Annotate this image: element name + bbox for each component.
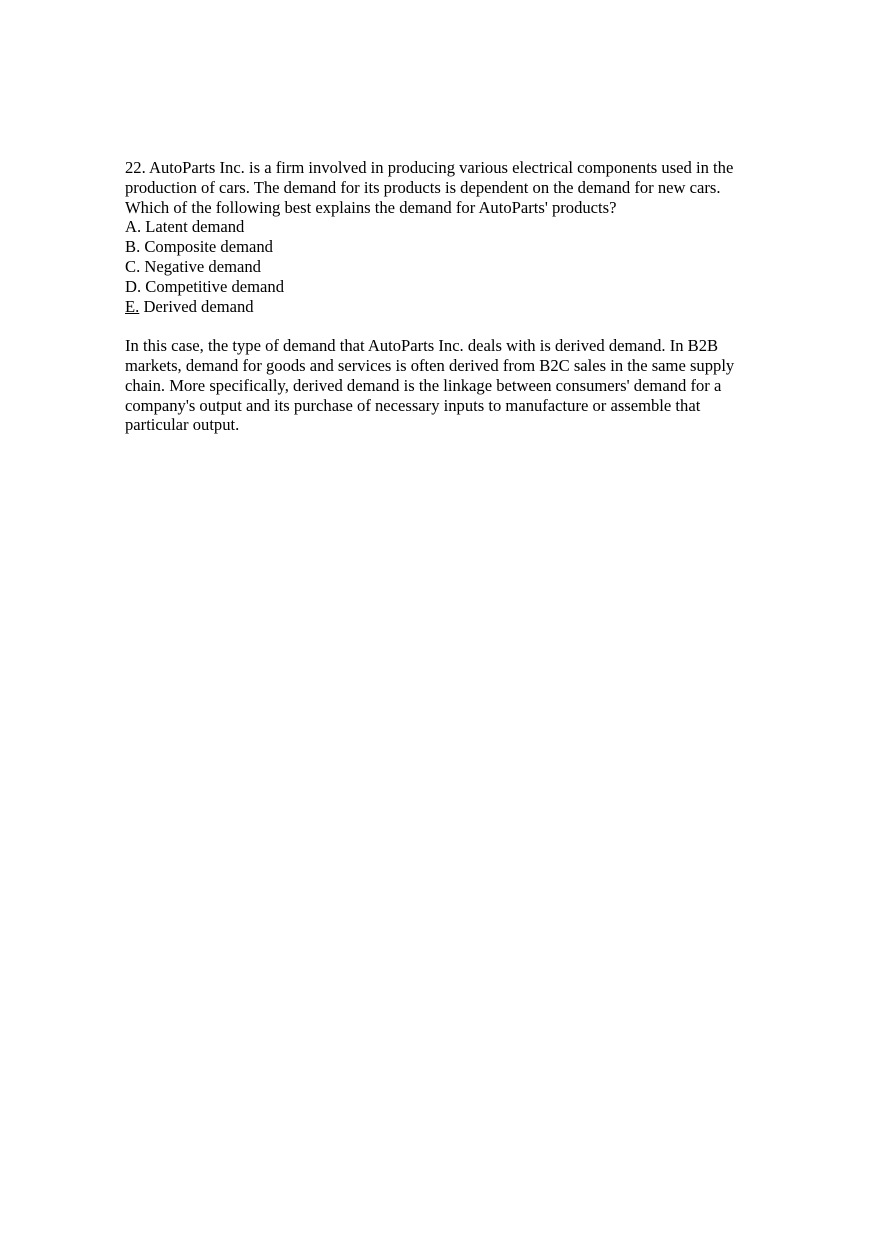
option-letter: A. <box>125 217 142 237</box>
option-letter: B. <box>125 237 141 257</box>
answer-options <box>125 217 765 316</box>
option-letter: C. <box>125 256 141 276</box>
option-b <box>125 237 765 257</box>
question-line: 22. AutoParts Inc. is a firm involved in producing various electrical components used in the <box>125 158 734 177</box>
option-a <box>125 217 765 237</box>
question-line: production of cars. The demand for its products is dependent on the demand for new cars. <box>125 177 721 197</box>
explanation-line: company's output and its purchase of necessary inputs to manufacture or assemble that <box>125 395 701 415</box>
question-block <box>125 158 765 435</box>
explanation-text <box>125 336 765 435</box>
option-c <box>125 257 765 277</box>
option-d <box>125 277 765 297</box>
correct-answer-letter: E. <box>125 296 140 316</box>
option-text: Latent demand <box>141 217 245 237</box>
option-e-correct <box>125 297 765 317</box>
explanation-line: In this case, the type of demand that AutoParts Inc. deals with is derived demand. In B2B <box>125 336 719 356</box>
option-text: Competitive demand <box>141 276 285 296</box>
question-line: Which of the following best explains the demand for AutoParts' products? <box>125 197 617 217</box>
option-letter: D. <box>125 276 142 296</box>
explanation-line: chain. More specifically, derived demand is the linkage between consumers' demand for a <box>125 375 722 395</box>
option-text: Derived demand <box>139 296 254 316</box>
explanation-line: particular output. <box>125 415 240 435</box>
option-text: Negative demand <box>140 256 261 276</box>
question-text <box>125 158 765 217</box>
explanation-line: markets, demand for goods and services is often derived from B2C sales in the same supply <box>125 355 735 375</box>
option-text: Composite demand <box>140 237 273 257</box>
